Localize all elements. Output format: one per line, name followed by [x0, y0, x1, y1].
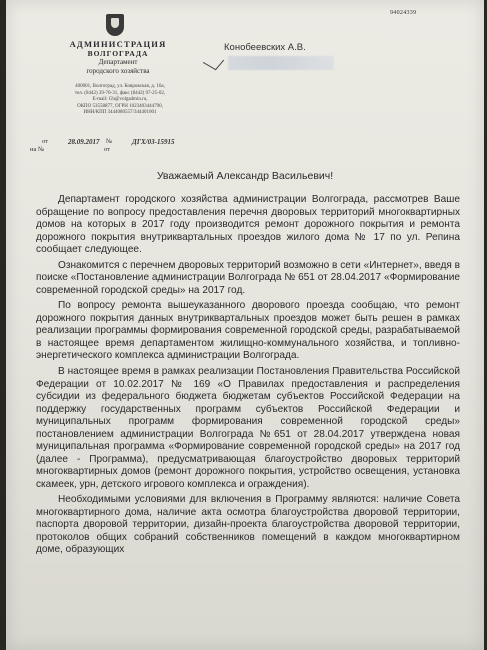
ref-on-label: на № — [30, 146, 45, 153]
ref-number-label: № — [106, 138, 113, 145]
contact-address: 400001, Волгоград, ул. Ковровская, д. 16а, — [75, 84, 165, 89]
organization-block — [46, 40, 190, 76]
paragraph: В настоящее время в рамках реализации Постановления Правительства Российской Федерации от 10.02.2017 № 169 «О Правилах предоставления и распределения субсидии из федерального бюджета бюджетам субъектов Российской Федерации на поддержку государственных программ субъектов Российской Федерации и муниципальных программ формирования современной городской среды» постановлением администрации Волгограда №651 от 28.04.2017 утверждена новая муниципальная программа «Формирование современной городской среды» на 2017 год (далее - Программа), предусматривающая благоустройство дворовых территорий многоквартирных домов (ремонт дорожного покрытия, устройство освещения, установка скамеек, урн, детского игрового комплекса и ограждения). — [36, 366, 460, 490]
redacted-address — [228, 56, 334, 70]
document-number: 94024339 — [390, 10, 417, 16]
recipient-name: Конобеевских А.В. — [224, 42, 306, 53]
contact-phone: тел. (8442) 39-70-31, факс (8442) 97-25-02, — [74, 90, 166, 96]
check-mark-icon — [203, 53, 224, 71]
ref-date: 28.09.2017 — [68, 138, 100, 146]
contact-block — [68, 84, 172, 117]
letter-page — [6, 0, 484, 650]
contact-okpo: ОКПО 53558877, ОГРН 1023403444790, — [77, 103, 163, 109]
ref-from-label-2: от — [104, 146, 111, 153]
letter-body — [36, 194, 460, 560]
org-department-name: городского хозяйства — [86, 67, 150, 75]
org-city: ВОЛГОГРАДА — [87, 49, 149, 58]
org-department: Департамент — [98, 58, 138, 66]
ref-from-label: от — [42, 138, 49, 145]
paragraph: Необходимыми условиями для включения в Программу являются: наличие Совета многоквартирного дома, наличие акта осмотра благоустройства дворовой территории, паспорта дворовой территории, дизайн-проекта благоустройства дворовой территории, протоколов общих собраний собственников помещений в каждом многоквартирном доме, образующих — [36, 494, 460, 556]
org-name: АДМИНИСТРАЦИЯ — [69, 39, 167, 49]
contact-email: E-mail: Gh@volgadmin.ru, — [92, 97, 148, 103]
paragraph: Департамент городского хозяйства администрации Волгограда, рассмотрев Ваше обращение по вопросу предоставления перечня дворовых территорий многоквартирных домов на которых в 2017 году производится ремонт дорожного покрытия и ремонта дорожного покрытия внутриквартальных проездов жилого дома № 17 по ул. Репина сообщает следующее. — [36, 194, 460, 255]
ref-number: ДГХ/03-15915 — [132, 138, 175, 146]
paragraph: По вопросу ремонта вышеуказанного дворового проезда сообщаю, что ремонт дорожного покрытия данных внутриквартальных проездов может быть решен в рамках реализации программы формирования современной городской среды, разрабатываемой в настоящее время департаментом жилищно-коммунального хозяйства, и топливно-энергетического комплекса администрации Волгограда. — [36, 300, 460, 362]
paragraph: Ознакомится с перечнем дворовых территорий возможно в сети «Интернет», введя в поиске «Постановление администрации Волгограда № 651 от 28.04.2017 «Формирование современной городской среды» на 2017 год. — [36, 259, 461, 296]
letter-greeting: Уважаемый Александр Васильевич! — [156, 170, 334, 182]
contact-inn: ИНН/КПП 3444080557/344401001 — [83, 110, 157, 116]
coat-of-arms-icon — [106, 14, 124, 36]
